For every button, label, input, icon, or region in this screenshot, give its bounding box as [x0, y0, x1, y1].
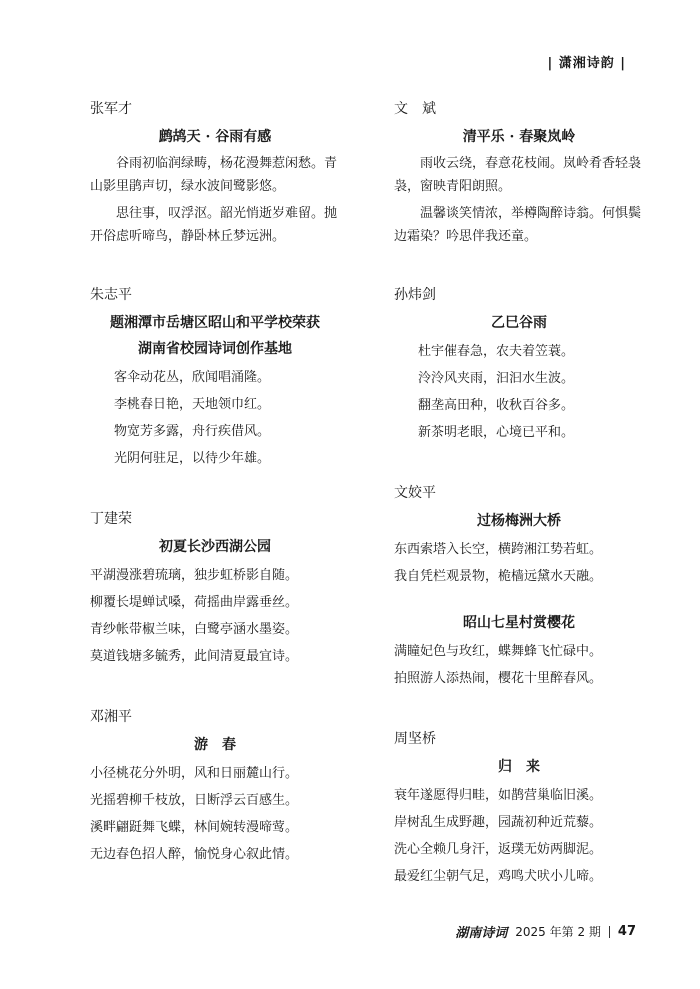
poem-author: 丁建荣 [90, 511, 132, 527]
poem-line: 拍照游人添热闹，樱花十里醉春风。 [394, 671, 603, 686]
poem-paragraph: 思往事，叹浮沤。韶光悄逝岁难留。抛开俗虑听啼鸟，静卧林丘梦远洲。 [90, 206, 338, 244]
poem-title: 乙巳谷雨 [491, 315, 547, 331]
poem-body [90, 562, 340, 670]
poem-line: 我自凭栏观景物，桅樯远黛水天融。 [394, 569, 603, 584]
poem-line: 无边春色招人醉，愉悦身心叙此情。 [90, 847, 299, 862]
poem-line: 新茶明老眼，心境已平和。 [418, 425, 575, 440]
poem-line: 衰年遂愿得归畦，如鹊营巢临旧溪。 [394, 788, 603, 803]
issue-label: 2025 年第 2 期 [515, 925, 601, 939]
poem-line: 东西索塔入长空，横跨湘江势若虹。 [394, 542, 603, 557]
page-number: 47 [617, 924, 636, 939]
poem-line: 最爱红尘朝气足，鸡鸣犬吠小儿啼。 [394, 869, 603, 884]
poem-title-line-2: 湖南省校园诗词创作基地 [138, 341, 292, 357]
poem-body [90, 152, 340, 248]
poem-line: 光阴何驻足，以待少年雄。 [114, 451, 271, 466]
poem-line: 莫道钱塘多毓秀，此间清夏最宜诗。 [90, 649, 299, 664]
poem-title: 游 春 [194, 737, 236, 753]
poem-line: 小径桃花分外明，风和日丽麓山行。 [90, 766, 299, 781]
poem-body [394, 638, 644, 692]
poem-author: 张军才 [90, 101, 132, 117]
poem [394, 98, 644, 248]
poem-author: 文 斌 [394, 101, 436, 117]
poem-line: 岸树乱生成野趣，园蔬初种近荒藜。 [394, 815, 603, 830]
poem-author: 周坚桥 [394, 731, 436, 747]
left-column [90, 98, 340, 904]
poem-title-line-1: 题湘潭市岳塘区昭山和平学校荣获 [110, 315, 320, 331]
section-header: | 潇湘诗韵 | [547, 56, 626, 71]
poem-author: 孙炜剑 [394, 287, 436, 303]
poem-line: 满瞳妃色与玫红，蝶舞蜂飞忙碌中。 [394, 644, 603, 659]
right-column [394, 98, 644, 926]
poem-author: 朱志平 [90, 287, 132, 303]
poem-title: 鹧鸪天 · 谷雨有感 [158, 129, 272, 145]
poem-line: 翻垄高田种，收秋百谷多。 [418, 398, 575, 413]
magazine-name: 湖南诗词 [455, 926, 508, 941]
poem-title: 初夏长沙西湖公园 [159, 539, 271, 555]
poem-line: 客伞动花丛，欣闻唱涌隆。 [114, 370, 271, 385]
poem-author: 邓湘平 [90, 709, 132, 725]
poem-title: 清平乐 · 春聚岚岭 [462, 129, 576, 145]
poem [394, 728, 644, 890]
poem-body [90, 364, 340, 472]
poem [90, 706, 340, 868]
poem-line: 物宽芳多露，舟行疾借风。 [114, 424, 271, 439]
poem-body [394, 536, 644, 590]
poem-line: 李桃春日艳，天地领巾红。 [114, 397, 271, 412]
poem-paragraph: 温馨谈笑情浓，举樽陶醉诗翁。何惧鬓边霜染？吟思伴我还童。 [394, 206, 642, 244]
poem-title: 过杨梅洲大桥 [477, 513, 561, 529]
poem-title: 归 来 [498, 759, 540, 775]
poem [90, 284, 340, 472]
poem [394, 284, 644, 446]
poem-paragraph: 谷雨初临润绿畴，杨花漫舞惹闲愁。青山影里鹃声切，绿水波间鹭影悠。 [90, 156, 338, 194]
footer-divider [609, 926, 610, 938]
poem-line: 青纱帐带椒兰味，白鹭亭涵水墨姿。 [90, 622, 299, 637]
poem-body [394, 338, 644, 446]
poem [394, 482, 644, 692]
poem [90, 508, 340, 670]
poem-line: 柳覆长堤蝉试嗓，荷摇曲岸露垂丝。 [90, 595, 299, 610]
poem-author: 文姣平 [394, 485, 436, 501]
poem-line: 溪畔翩跹舞飞蝶，林间婉转漫啼莺。 [90, 820, 299, 835]
poem-title: 昭山七星村赏樱花 [463, 615, 575, 631]
poem-body [394, 152, 644, 248]
poem [90, 98, 340, 248]
page-footer [455, 922, 636, 941]
poem-line: 洗心全赖几身汗，返璞无妨两脚泥。 [394, 842, 603, 857]
poem-paragraph: 雨收云绕，春意花枝闹。岚岭肴香轻袅袅，窗映青阳朗照。 [394, 156, 642, 194]
poem-line: 杜宇催春急，农夫着笠蓑。 [418, 344, 575, 359]
poem-line: 光摇碧柳千枝放，日断浮云百感生。 [90, 793, 299, 808]
poem-line: 泠泠风夹雨，汩汩水生波。 [418, 371, 575, 386]
poem-line: 平湖漫涨碧琉璃，独步虹桥影自随。 [90, 568, 299, 583]
poem-body [394, 782, 644, 890]
poem-body [90, 760, 340, 868]
